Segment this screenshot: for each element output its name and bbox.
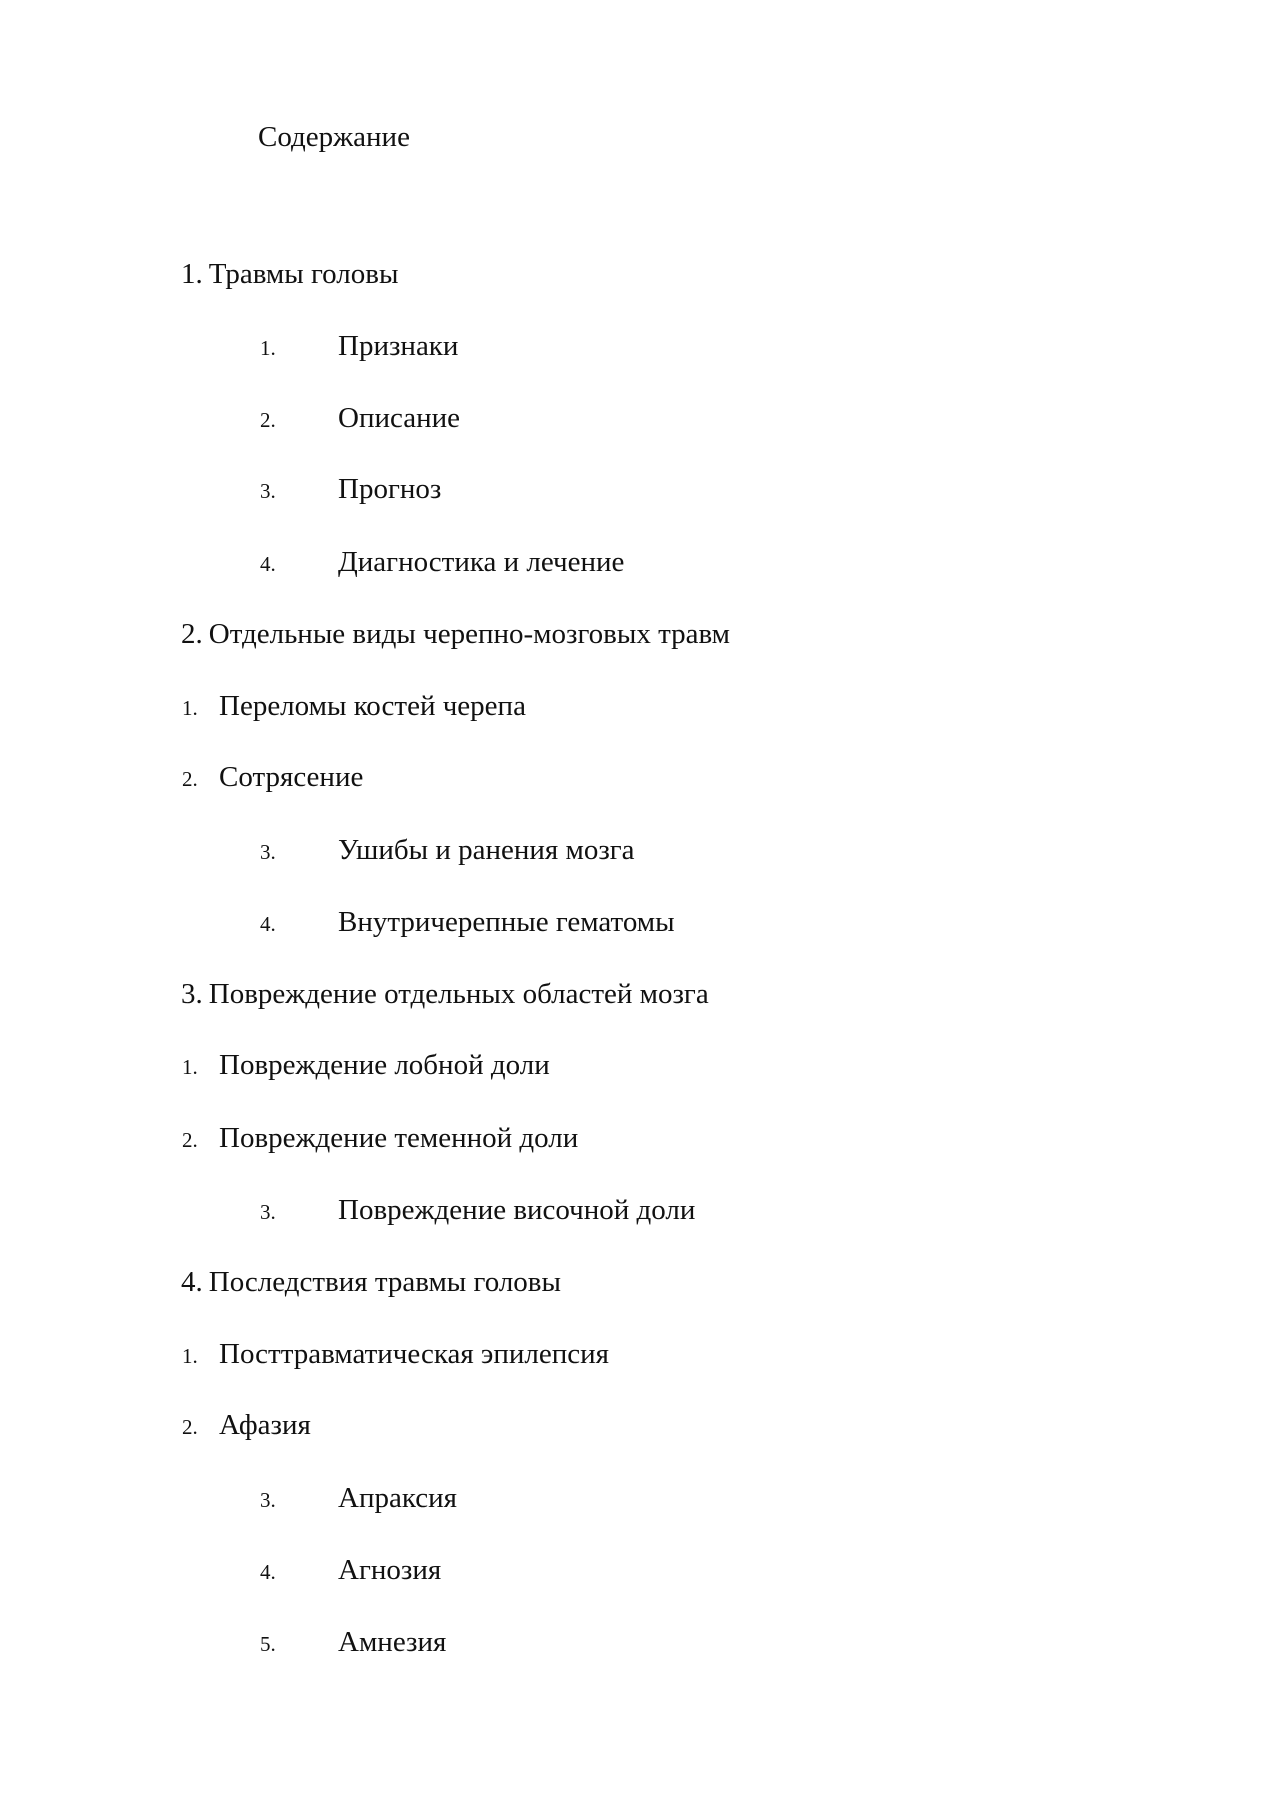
toc-item-1-1 [260,328,458,364]
item-text: Повреждение лобной доли [219,1049,550,1081]
item-number: 1. [182,1055,198,1079]
section-number: 2. [181,618,203,650]
section-title: Последствия травмы головы [208,1266,561,1298]
page-title: Содержание [258,121,410,153]
item-number: 2. [260,408,276,432]
item-number: 2. [182,1415,198,1439]
toc-item-2-2 [182,759,363,795]
toc-section-2 [181,616,730,652]
toc-item-4-2 [182,1407,311,1443]
item-text: Агнозия [338,1554,442,1586]
item-text: Посттравматическая эпилепсия [219,1338,610,1370]
toc-item-4-4 [260,1552,441,1588]
toc-item-2-3 [260,832,635,868]
toc-item-2-4 [260,904,675,940]
toc-item-3-3 [260,1192,695,1228]
toc-item-1-3 [260,471,441,507]
item-text: Ушибы и ранения мозга [338,834,635,866]
item-number: 4. [260,552,276,576]
item-number: 2. [182,1128,198,1152]
item-number: 5. [260,1632,276,1656]
toc-item-1-2 [260,400,460,436]
item-text: Диагностика и лечение [338,546,625,578]
item-number: 4. [260,1560,276,1584]
item-number: 1. [182,1344,198,1368]
section-title: Отдельные виды черепно-мозговых травм [208,618,731,650]
section-title: Травмы головы [208,258,399,290]
item-number: 4. [260,912,276,936]
toc-item-4-1 [182,1336,609,1372]
toc-item-4-3 [260,1480,457,1516]
item-number: 3. [260,479,276,503]
section-number: 3. [181,978,203,1010]
item-text: Сотрясение [219,761,364,793]
item-number: 1. [182,696,198,720]
item-text: Внутричерепные гематомы [338,906,675,938]
item-text: Афазия [219,1409,311,1441]
item-number: 3. [260,1200,276,1224]
item-number: 3. [260,1488,276,1512]
item-number: 3. [260,840,276,864]
section-number: 1. [181,258,203,290]
item-text: Переломы костей черепа [219,690,526,722]
item-number: 2. [182,767,198,791]
item-text: Прогноз [338,473,442,505]
toc-item-1-4 [260,544,624,580]
item-text: Описание [338,402,460,434]
toc-item-3-1 [182,1047,550,1083]
item-number: 1. [260,336,276,360]
item-text: Повреждение теменной доли [219,1122,579,1154]
toc-item-2-1 [182,688,526,724]
toc-section-3 [181,976,709,1012]
toc-item-3-2 [182,1120,578,1156]
item-text: Амнезия [338,1626,447,1658]
item-text: Апраксия [338,1482,457,1514]
toc-item-4-5 [260,1624,446,1660]
item-text: Повреждение височной доли [338,1194,696,1226]
section-title: Повреждение отдельных областей мозга [208,978,709,1010]
toc-section-1 [181,256,398,292]
section-number: 4. [181,1266,203,1298]
toc-section-4 [181,1264,561,1300]
item-text: Признаки [338,330,459,362]
